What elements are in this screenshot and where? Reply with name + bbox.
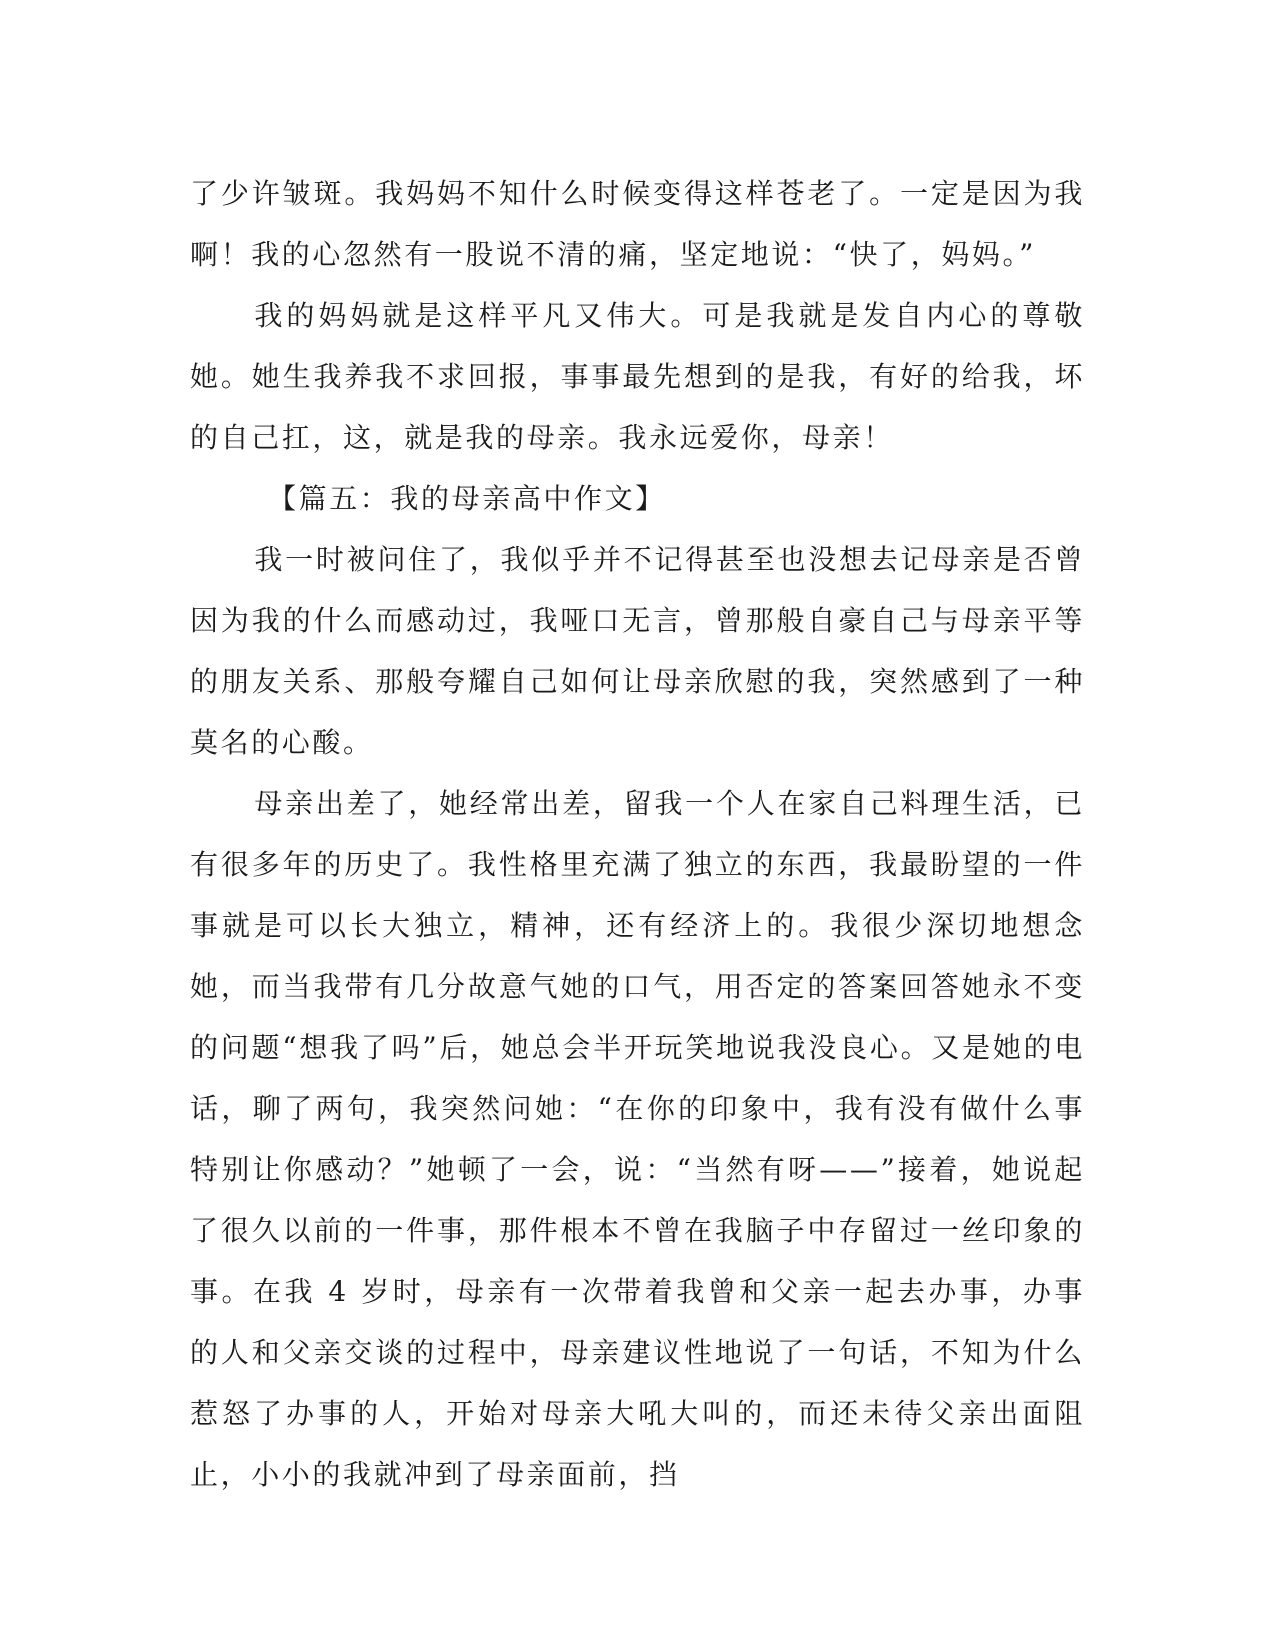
paragraph: 母亲出差了，她经常出差，留我一个人在家自己料理生活，已有很多年的历史了。我性格里充满了独立的东西，我最盼望的一件事就是可以长大独立，精神，还有经济上的。我很少深切地想念她，而当我带有几分故意气她的口气，用否定的答案回答她永不变的问题“想我了吗”后，她总会半开玩笑地说我没良心。又是她的电话，聊了两句，我突然问她：“在你的印象中，我有没有做什么事特别让你感动？”她顿了一会，说：“当然有呀——”接着，她说起了很久以前的一件事，那件根本不曾在我脑子中存留过一丝印象的事。在我 4 岁时，母亲有一次带着我曾和父亲一起去办事，办事的人和父亲交谈的过程中，母亲建议性地说了一句话，不知为什么惹怒了办事的人，开始对母亲大吼大叫的，而还未待父亲出面阻止，小小的我就冲到了母亲面前，挡 (190, 787, 1085, 1491)
paragraph: 了少许皱斑。我妈妈不知什么时候变得这样苍老了。一定是因为我啊！我的心忽然有一股说不清的痛，坚定地说：“快了，妈妈。” (190, 177, 1085, 271)
paragraph: 我一时被问住了，我似乎并不记得甚至也没想去记母亲是否曾因为我的什么而感动过，我哑口无言，曾那般自豪自己与母亲平等的朋友关系、那般夸耀自己如何让母亲欣慰的我，突然感到了一种莫名的心酸。 (190, 543, 1085, 759)
section-heading: 【篇五：我的母亲高中作文】 (268, 482, 666, 515)
document-body (190, 163, 1085, 1505)
paragraph: 我的妈妈就是这样平凡又伟大。可是我就是发自内心的尊敬她。她生我养我不求回报，事事最先想到的是我，有好的给我，坏的自己扛，这，就是我的母亲。我永远爱你，母亲！ (190, 299, 1085, 454)
